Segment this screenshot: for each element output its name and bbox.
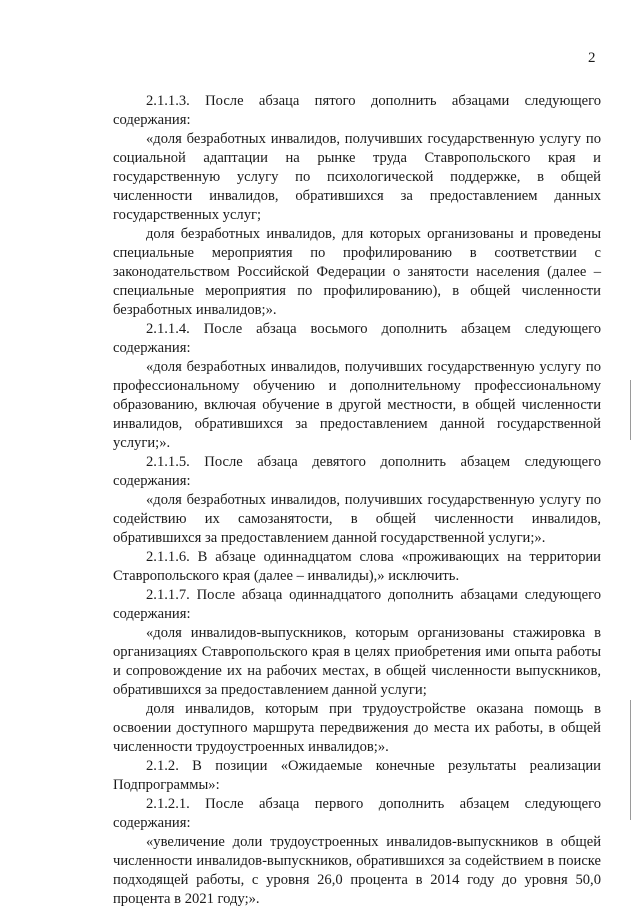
paragraph-quote-graduates-internship: «доля инвалидов-выпускников, которым организованы стажировка в организациях Ставропольского края в целях приобретения ими опыта работы и сопровождение их на рабочих местах, в общей численности выпускников, обратившихся за предоставлением данной услуги; bbox=[113, 625, 601, 698]
paragraph-route-assistance: доля инвалидов, которым при трудоустройстве оказана помощь в освоении доступного маршрута передвижения до места их работы, в общей численности трудоустроенных инвалидов;». bbox=[113, 701, 601, 755]
paragraph-2-1-1-7: 2.1.1.7. После абзаца одиннадцатого дополнить абзацами следующего содержания: bbox=[113, 587, 601, 622]
paragraph-quote-graduates-employment: «увеличение доли трудоустроенных инвалидов-выпускников в общей численности инвалидов-выпускников, обратившихся за содействием в поиске подходящей работы, с уровня 26,0 процента в 2014 году до уровня 50,0 процента в 2021 году;». bbox=[113, 834, 601, 907]
paragraph-2-1-1-5: 2.1.1.5. После абзаца девятого дополнить абзацем следующего содержания: bbox=[113, 454, 601, 489]
paragraph-quote-self-employment: «доля безработных инвалидов, получивших государственную услугу по содействию их самозанятости, в общей численности инвалидов, обратившихся за предоставлением данной государственной услуги;». bbox=[113, 492, 601, 546]
paragraph-quote-professional-training: «доля безработных инвалидов, получивших государственную услугу по профессиональному обучению и дополнительному профессиональному образованию, включая обучение в другой местности, в общей численности инвалидов, обратившихся за предоставлением данной государственной услуги;». bbox=[113, 359, 601, 451]
paragraph-quote-social-adaptation: «доля безработных инвалидов, получивших государственную услугу по социальной адаптации на рынке труда Ставропольского края и государственную услугу по психологической поддержке, в общей численности инвалидов, обратившихся за предоставлением данных государственных услуг; bbox=[113, 131, 601, 223]
page-number: 2 bbox=[588, 50, 596, 66]
paragraph-2-1-2-1: 2.1.2.1. После абзаца первого дополнить абзацем следующего содержания: bbox=[113, 796, 601, 831]
document-body bbox=[113, 92, 601, 909]
scan-edge-mark bbox=[630, 700, 631, 820]
paragraph-2-1-1-3: 2.1.1.3. После абзаца пятого дополнить абзацами следующего содержания: bbox=[113, 93, 601, 128]
paragraph-2-1-2: 2.1.2. В позиции «Ожидаемые конечные результаты реализации Подпрограммы»: bbox=[113, 758, 601, 793]
paragraph-profiling: доля безработных инвалидов, для которых организованы и проведены специальные мероприятия по профилированию в соответствии с законодательством Российской Федерации о занятости населения (далее – специальные мероприятия по профилированию), в общей численности безработных инвалидов;». bbox=[113, 226, 601, 318]
scan-edge-mark bbox=[630, 380, 631, 440]
paragraph-2-1-1-4: 2.1.1.4. После абзаца восьмого дополнить абзацем следующего содержания: bbox=[113, 321, 601, 356]
paragraph-2-1-1-6: 2.1.1.6. В абзаце одиннадцатом слова «проживающих на территории Ставропольского края (далее – инвалиды),» исключить. bbox=[113, 549, 601, 584]
